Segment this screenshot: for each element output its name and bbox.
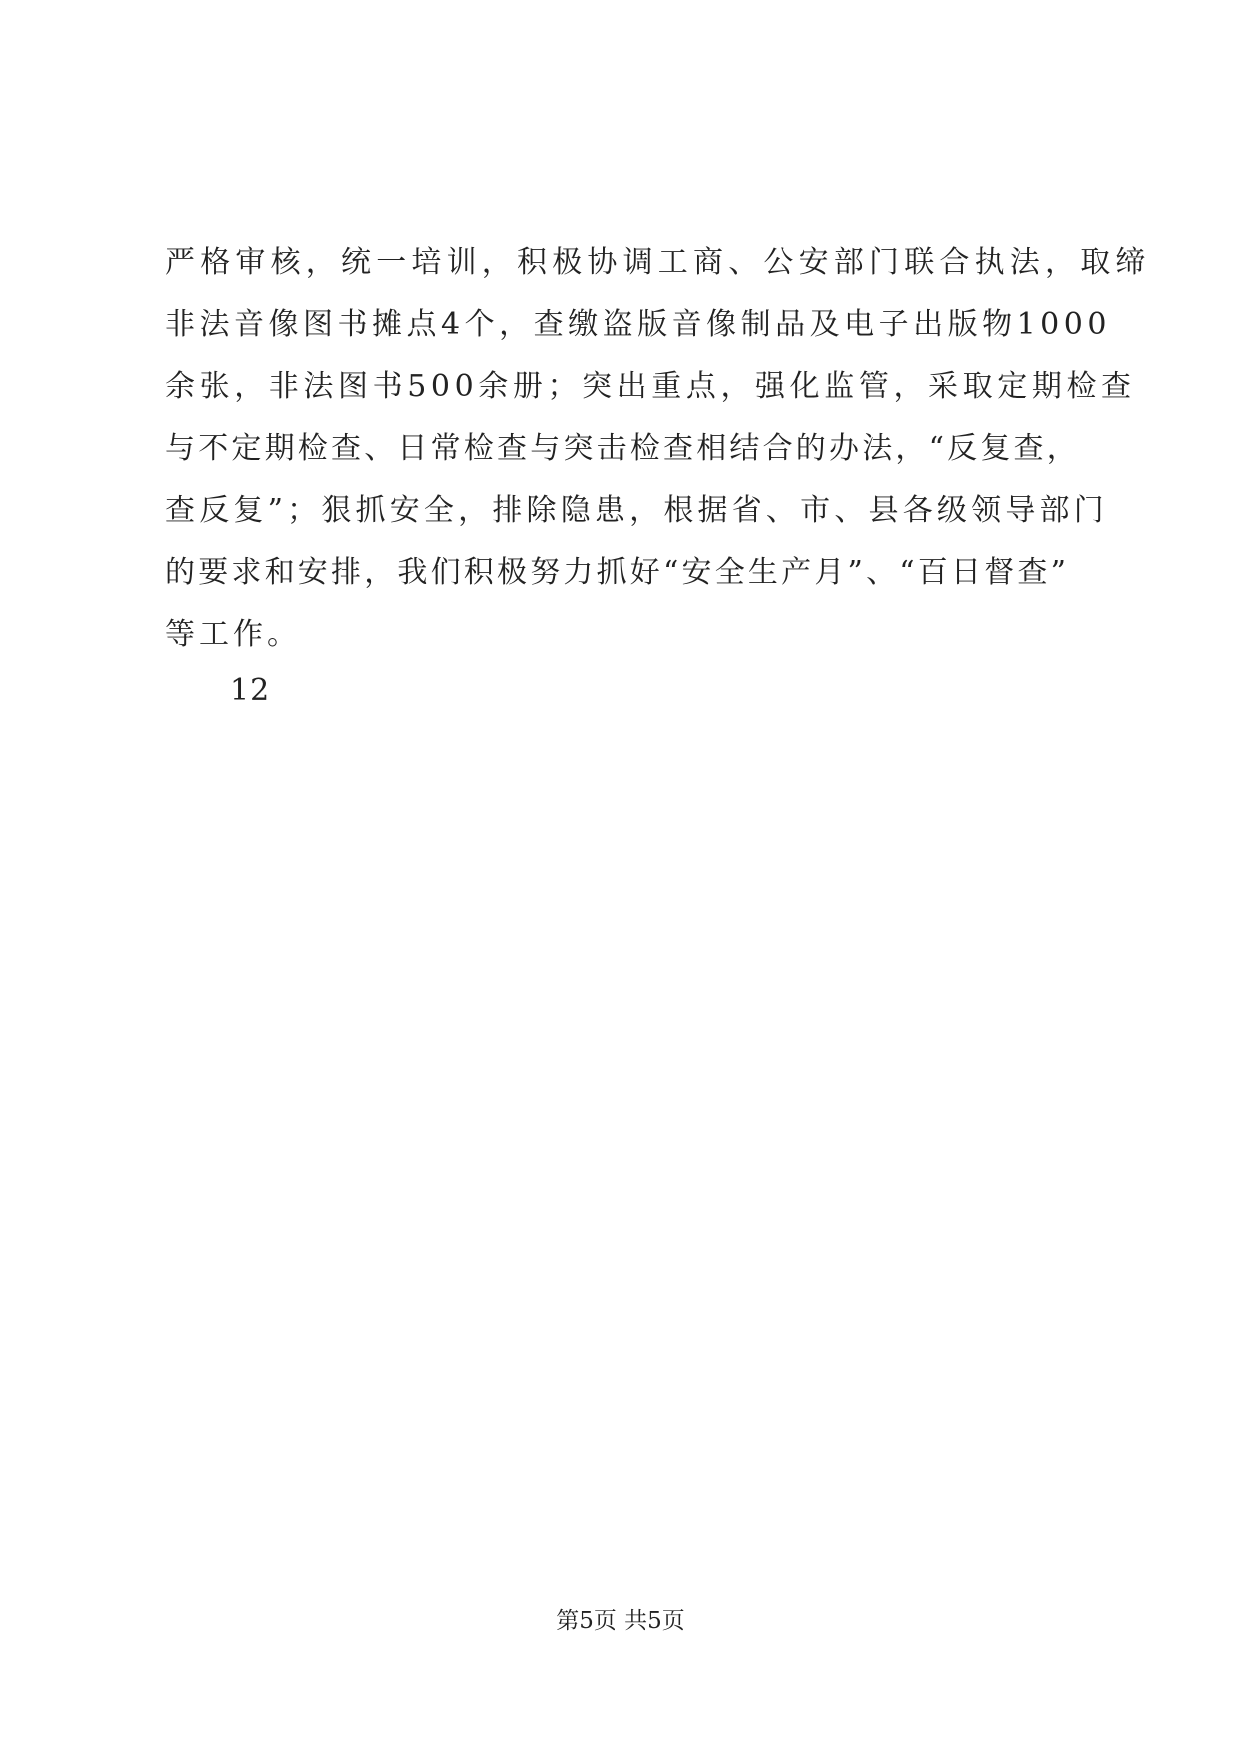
paragraph-line: 非法音像图书摊点4个，查缴盗版音像制品及电子出版物1000 (165, 307, 1111, 342)
paragraph-line: 余张，非法图书500余册；突出重点，强化监管，采取定期检查 (165, 369, 1136, 404)
body-paragraph (165, 232, 1151, 666)
paragraph-line: 等工作。 (165, 617, 301, 652)
section-number: 12 (230, 673, 271, 708)
paragraph-line: 的要求和安排，我们积极努力抓好“安全生产月”、“百日督查” (165, 555, 1070, 590)
paragraph-line: 与不定期检查、日常检查与突击检查相结合的办法，“反复查， (165, 431, 1080, 466)
page-footer: 第5页 共5页 (556, 1608, 685, 1634)
paragraph-line: 严格审核，统一培训，积极协调工商、公安部门联合执法，取缔 (165, 245, 1151, 280)
paragraph-line: 查反复”；狠抓安全，排除隐患，根据省、市、县各级领导部门 (165, 493, 1108, 528)
